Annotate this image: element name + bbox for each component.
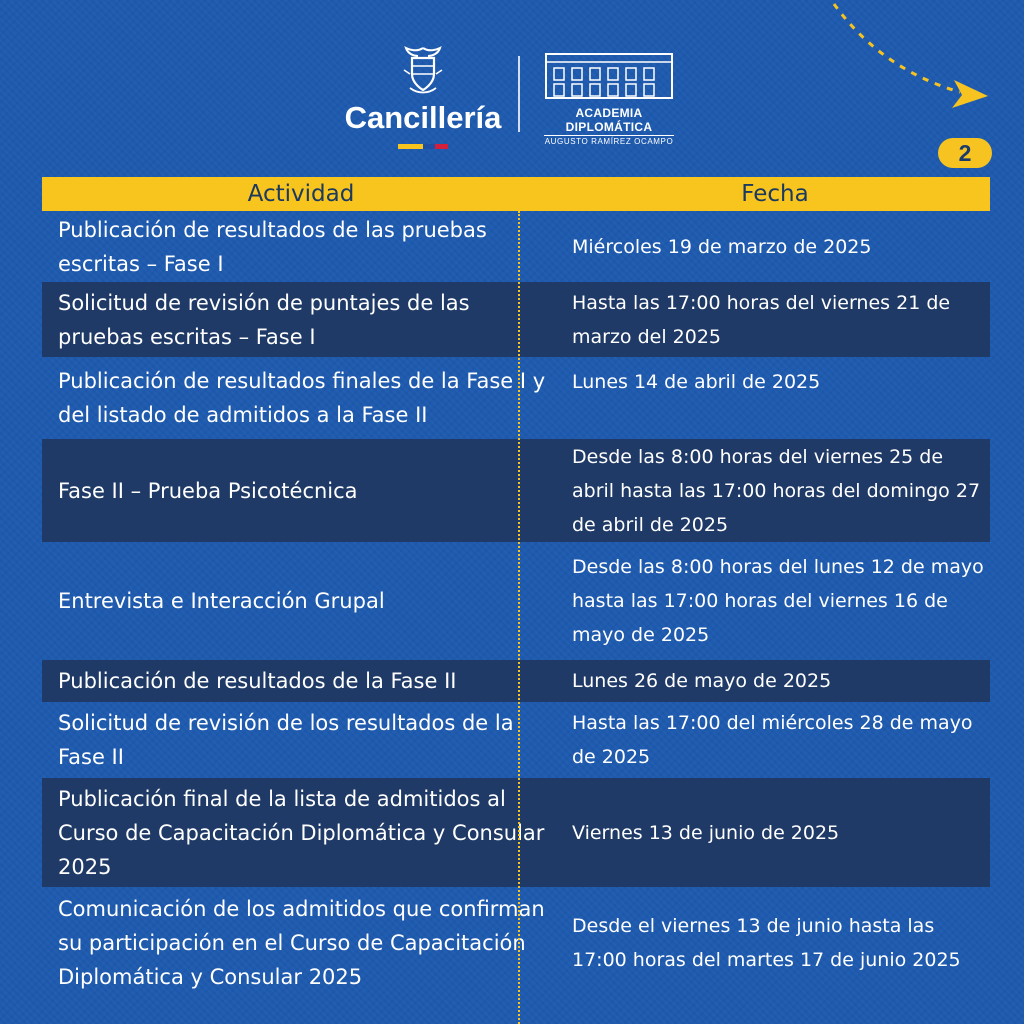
logo-divider	[518, 56, 520, 132]
building-icon	[544, 52, 674, 100]
column-header-actividad: Actividad	[247, 181, 355, 207]
brand-name: Cancillería	[344, 100, 502, 135]
row-date: Lunes 26 de mayo de 2025	[572, 670, 832, 692]
table-row	[42, 702, 990, 778]
row-date: Desde el viernes 13 de junio hasta las 17:00 horas del martes 17 de junio 2025	[572, 915, 961, 971]
coat-of-arms-icon	[400, 44, 446, 96]
table-row	[42, 542, 990, 660]
page-number-badge: 2	[938, 138, 992, 168]
table-row	[42, 282, 990, 357]
academia-logo	[536, 52, 682, 146]
table-row	[42, 887, 990, 999]
row-activity: Solicitud de revisión de puntajes de las pruebas escritas – Fase I	[58, 290, 470, 349]
column-header-fecha: Fecha	[741, 181, 809, 207]
row-date: Viernes 13 de junio de 2025	[572, 821, 840, 844]
academy-subtitle: AUGUSTO RAMÍREZ OCAMPO	[544, 137, 674, 146]
row-activity: Solicitud de revisión de los resultados de la Fase II	[58, 711, 514, 769]
header	[0, 0, 1024, 170]
academy-name: ACADEMIA DIPLOMÁTICA	[565, 106, 653, 134]
row-activity: Publicación de resultados finales de la Fase I y del listado de admitidos a la Fase II	[58, 369, 546, 427]
cancilleria-logo	[340, 44, 506, 149]
row-date: Hasta las 17:00 del miércoles 28 de mayo de 2025	[572, 712, 973, 768]
dashed-arrow-icon	[820, 0, 1020, 120]
row-date: Desde las 8:00 horas del viernes 25 de abril hasta las 17:00 horas del domingo 27 de abril de 2025	[572, 445, 981, 536]
table-row	[42, 439, 990, 542]
row-date: Lunes 14 de abril de 2025	[572, 371, 821, 393]
table-header	[42, 177, 990, 211]
row-date: Miércoles 19 de marzo de 2025	[572, 235, 872, 258]
colombia-flag-stripe	[398, 144, 448, 149]
table-row	[42, 211, 990, 282]
row-activity: Publicación final de la lista de admitidos al Curso de Capacitación Diplomática y Consular 2025	[58, 786, 545, 879]
table-row	[42, 660, 990, 702]
row-activity: Publicación de resultados de las pruebas escritas – Fase I	[58, 217, 487, 276]
row-date: Desde las 8:00 horas del lunes 12 de mayo hasta las 17:00 horas del viernes 16 de mayo de 2025	[572, 556, 984, 646]
column-divider	[518, 211, 520, 1024]
row-activity: Comunicación de los admitidos que confirman su participación en el Curso de Capacitación Diplomática y Consular 2025	[58, 897, 545, 989]
row-date: Hasta las 17:00 horas del viernes 21 de marzo del 2025	[572, 291, 951, 348]
row-activity: Publicación de resultados de la Fase II	[58, 669, 457, 693]
row-activity: Entrevista e Interacción Grupal	[58, 589, 385, 613]
table-row	[42, 778, 990, 887]
schedule-table	[42, 177, 990, 999]
table-row	[42, 357, 990, 439]
row-activity: Fase II – Prueba Psicotécnica	[58, 478, 358, 503]
